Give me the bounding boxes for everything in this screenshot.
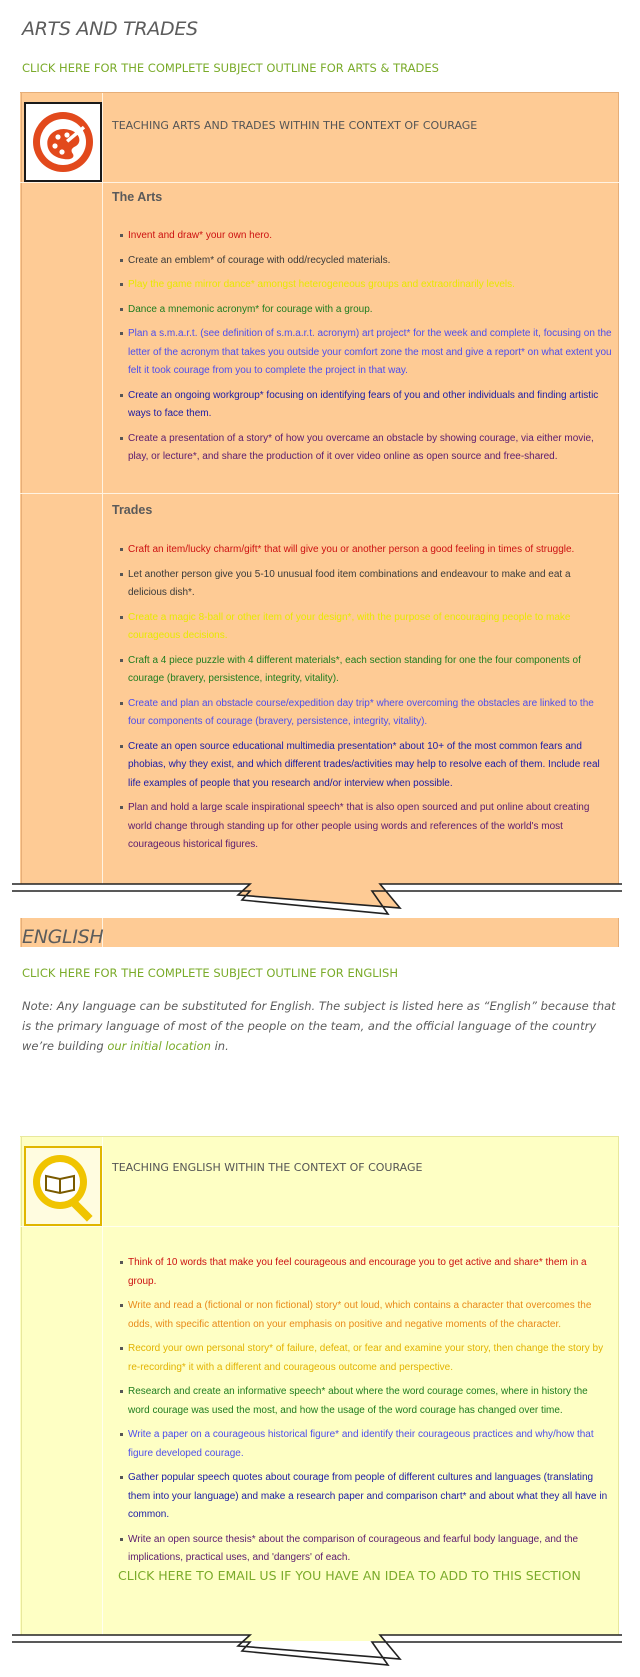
activity-item: Let another person give you 5-10 unusual food item combinations and endeavour to make and eat a delicious dish*. [112, 566, 612, 603]
torn-page-divider-bottom [0, 1621, 640, 1677]
activity-item: Invent and draw* your own hero. [112, 227, 612, 246]
arts-activity-list [112, 227, 612, 473]
torn-page-divider [0, 862, 640, 918]
arts-lesson-table [20, 92, 619, 947]
activity-item: Plan and hold a large scale inspirational speech* that is also open sourced and put online about creating world change through standing up for other people using words and references of the world's most courageous historical figures. [112, 799, 612, 855]
activity-item: Write and read a (fictional or non fictional) story* out loud, which contains a character that overcomes the odds, with specific attention on your emphasis on positive and negative moments of the character. [112, 1297, 612, 1334]
english-teaching-heading: TEACHING ENGLISH WITHIN THE CONTEXT OF COURAGE [112, 1161, 423, 1174]
email-us-link[interactable]: CLICK HERE TO EMAIL US IF YOU HAVE AN IDEA TO ADD TO THIS SECTION [118, 1568, 581, 1583]
activity-item: Create an emblem* of courage with odd/recycled materials. [112, 252, 612, 271]
activity-item: Create an open source educational multimedia presentation* about 10+ of the most common fears and phobias, why they exist, and which different trades/activities may help to resolve each of them. Include real life examples of people that you research and/or interview when possible. [112, 738, 612, 794]
english-lesson-table [20, 1136, 619, 1641]
arts-outline-link[interactable]: CLICK HERE FOR THE COMPLETE SUBJECT OUTLINE FOR ARTS & TRADES [22, 61, 439, 75]
activity-item: Create and plan an obstacle course/expedition day trip* where overcoming the obstacles are linked to the four components of courage (bravery, persistence, integrity, vitality). [112, 695, 612, 732]
arts-subheading: The Arts [112, 190, 163, 204]
activity-item: Play the game mirror dance* amongst heterogeneous groups and extraordinarily levels. [112, 276, 612, 295]
activity-item: Record your own personal story* of failure, defeat, or fear and examine your story, then change the story by re-recording* it with a different and courageous outcome and perspective. [112, 1340, 612, 1377]
activity-item: Think of 10 words that make you feel courageous and encourage you to get active and share* them in a group. [112, 1254, 612, 1291]
palette-icon [24, 102, 102, 182]
english-activity-list [112, 1254, 612, 1574]
activity-item: Write an open source thesis* about the comparison of courageous and fearful body language, and the implications, practical uses, and 'dangers' of each. [112, 1531, 612, 1568]
trades-activity-list [112, 541, 612, 861]
activity-item: Gather popular speech quotes about courage from people of different cultures and languages (translating them into your language) and make a research paper and comparison chart* and about what they all have in common. [112, 1469, 612, 1525]
initial-location-link[interactable]: our initial location [107, 1039, 211, 1053]
trades-subheading: Trades [112, 503, 153, 517]
section-title-arts-trades: ARTS AND TRADES [22, 18, 198, 40]
activity-item: Research and create an informative speech* about where the word courage comes, where in history the word courage was used the most, and how the usage of the word courage has changed over time. [112, 1383, 612, 1420]
activity-item: Create a presentation of a story* of how you overcame an obstacle by showing courage, via either movie, play, or lecture*, and share the production of it over video online as open source and free-shared. [112, 430, 612, 467]
activity-item: Create a magic 8-ball or other item of your design*, with the purpose of encouraging people to make courageous decisions. [112, 609, 612, 646]
arts-teaching-heading: TEACHING ARTS AND TRADES WITHIN THE CONTEXT OF COURAGE [112, 119, 478, 132]
activity-item: Craft an item/lucky charm/gift* that will give you or another person a good feeling in times of struggle. [112, 541, 612, 560]
activity-item: Plan a s.m.a.r.t. (see definition of s.m.a.r.t. acronym) art project* for the week and complete it, focusing on the letter of the acronym that takes you outside your comfort zone the most and give a report* on what extent you felt it took courage from you to complete the project in that way. [112, 325, 612, 381]
section-title-english: ENGLISH [22, 926, 104, 948]
english-outline-link[interactable]: CLICK HERE FOR THE COMPLETE SUBJECT OUTLINE FOR ENGLISH [22, 966, 398, 980]
activity-item: Craft a 4 piece puzzle with 4 different materials*, each section standing for one the four components of courage (bravery, persistence, integrity, vitality). [112, 652, 612, 689]
activity-item: Create an ongoing workgroup* focusing on identifying fears of you and other individuals and finding artistic ways to face them. [112, 387, 612, 424]
activity-item: Dance a mnemonic acronym* for courage with a group. [112, 301, 612, 320]
activity-item: Write a paper on a courageous historical figure* and identify their courageous practices and why/how that figure developed courage. [112, 1426, 612, 1463]
english-language-note: Note: Any language can be substituted for English. The subject is listed here as “English” because that is the primary language of most of the people on the team, and the official language of the country we’re building our initial location in. [22, 999, 616, 1053]
book-magnifier-icon [24, 1146, 102, 1226]
